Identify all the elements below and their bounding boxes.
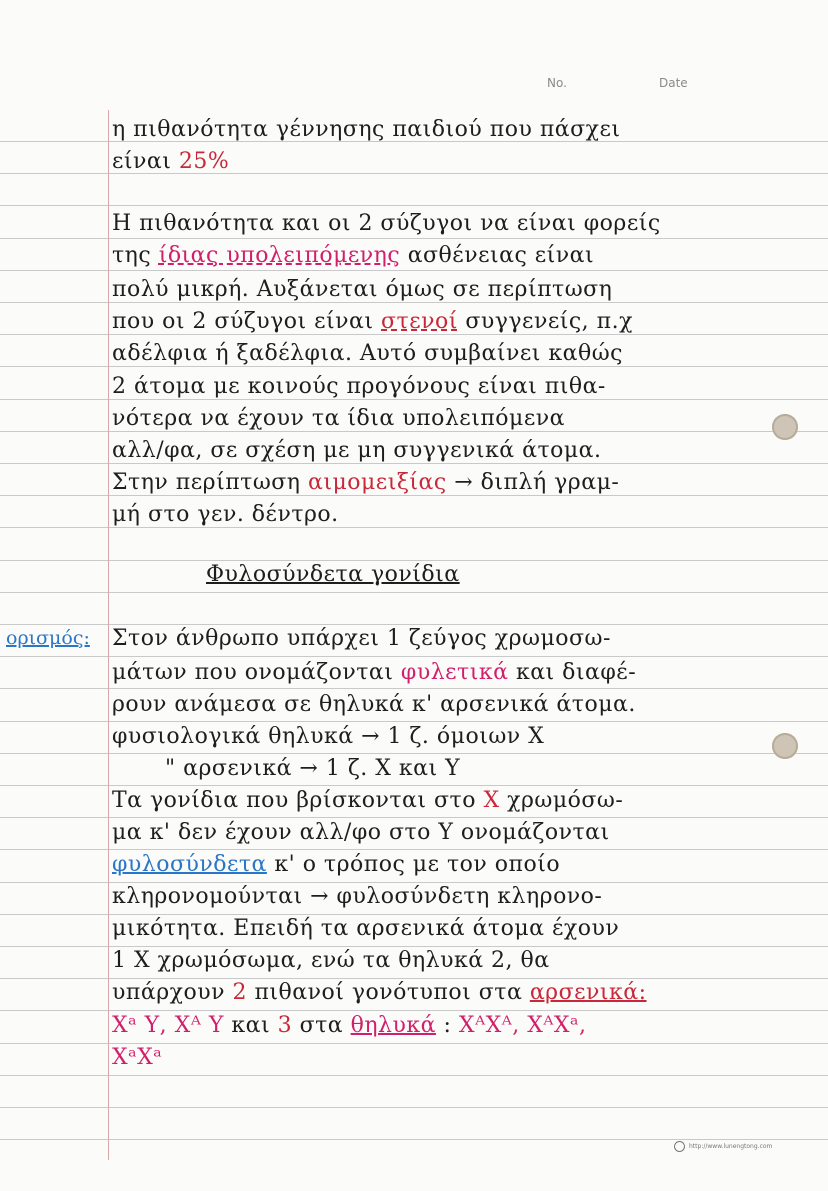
globe-icon bbox=[674, 1141, 685, 1152]
ruled-line bbox=[0, 914, 828, 915]
ruled-line bbox=[0, 463, 828, 464]
ruled-line bbox=[0, 624, 828, 625]
text-line: 1 Χ χρωμόσωμα, ενώ τα θηλυκά 2, θα bbox=[112, 948, 550, 973]
section-heading: Φυλοσύνδετα γονίδια bbox=[206, 562, 460, 587]
text-line: που οι 2 σύζυγοι είναι στενοί συγγενείς, π.χ bbox=[112, 309, 633, 334]
text-line: κληρονομούνται → φυλοσύνδετη κληρονο- bbox=[112, 884, 603, 909]
ruled-line bbox=[0, 882, 828, 883]
ruled-line bbox=[0, 656, 828, 657]
ruled-line bbox=[0, 1043, 828, 1044]
binder-hole bbox=[772, 733, 798, 759]
text-line: ρουν ανάμεσα σε θηλυκά κ' αρσενικά άτομα. bbox=[112, 692, 636, 717]
ruled-line bbox=[0, 527, 828, 528]
binder-hole bbox=[772, 414, 798, 440]
genotype-line: ΧᵃΧᵃ bbox=[112, 1045, 163, 1070]
ruled-line bbox=[0, 399, 828, 400]
highlight-term: στενοί bbox=[381, 309, 458, 334]
text-line: υπάρχουν 2 πιθανοί γονότυποι στα αρσενικά: bbox=[112, 980, 647, 1005]
ruled-line bbox=[0, 721, 828, 722]
footer-watermark bbox=[674, 1141, 772, 1152]
ruled-line bbox=[0, 978, 828, 979]
ruled-line bbox=[0, 753, 828, 754]
text-line: της ίδιας υπολειπόμενης ασθένειας είναι bbox=[112, 243, 595, 268]
ruled-line bbox=[0, 946, 828, 947]
ruled-line bbox=[0, 366, 828, 367]
ruled-line bbox=[0, 302, 828, 303]
ruled-line bbox=[0, 817, 828, 818]
highlight-term: ίδιας υπολειπόμενης bbox=[158, 243, 401, 268]
text-line: Τα γονίδια που βρίσκονται στο Χ χρωμόσω- bbox=[112, 788, 624, 813]
ruled-line bbox=[0, 431, 828, 432]
ruled-line bbox=[0, 334, 828, 335]
text-line: Στην περίπτωση αιμομειξίας → διπλή γραμ- bbox=[112, 470, 620, 495]
text-line: " αρσενικά → 1 ζ. Χ και Υ bbox=[165, 756, 461, 781]
text-line: πολύ μικρή. Αυξάνεται όμως σε περίπτωση bbox=[112, 277, 613, 302]
number-label: No. bbox=[547, 76, 567, 90]
margin-line bbox=[108, 110, 109, 1160]
highlight-term: θηλυκά bbox=[350, 1013, 436, 1038]
text-line: νότερα να έχουν τα ίδια υπολειπόμενα bbox=[112, 406, 565, 431]
text-line: μικότητα. Επειδή τα αρσενικά άτομα έχουν bbox=[112, 916, 620, 941]
ruled-line bbox=[0, 1075, 828, 1076]
text-line: μάτων που ονομάζονται φυλετικά και διαφέ- bbox=[112, 660, 637, 685]
highlight-term: φυλετικά bbox=[400, 660, 509, 685]
text-line: η πιθανότητα γέννησης παιδιού που πάσχει bbox=[112, 117, 621, 142]
ruled-line bbox=[0, 1010, 828, 1011]
ruled-line bbox=[0, 238, 828, 239]
text-line: μή στο γεν. δέντρο. bbox=[112, 502, 339, 527]
highlight-term: αιμομειξίας bbox=[307, 470, 447, 495]
text-line: αδέλφια ή ξαδέλφια. Αυτό συμβαίνει καθώς bbox=[112, 341, 623, 366]
ruled-line bbox=[0, 1139, 828, 1140]
text-line: 2 άτομα με κοινούς προγόνους είναι πιθα- bbox=[112, 374, 606, 399]
ruled-line bbox=[0, 592, 828, 593]
ruled-line bbox=[0, 495, 828, 496]
ruled-line bbox=[0, 270, 828, 271]
genotype-line: Χᵃ Υ, Χᴬ Υ και 3 στα θηλυκά : ΧᴬΧᴬ, ΧᴬΧᵃ, bbox=[112, 1013, 587, 1038]
footer-url: http://www.lunengtong.com bbox=[689, 1143, 773, 1150]
text-line: Η πιθανότητα και οι 2 σύζυγοι να είναι φορείς bbox=[112, 211, 661, 236]
highlight-term: αρσενικά: bbox=[529, 980, 647, 1005]
chromosome-x: Χ bbox=[483, 788, 500, 813]
text-line: Στον άνθρωπο υπάρχει 1 ζεύγος χρωμοσω- bbox=[112, 626, 611, 651]
text-line: φυλοσύνδετα κ' ο τρόπος με τον οποίο bbox=[112, 852, 561, 877]
ruled-line bbox=[0, 849, 828, 850]
probability-value: 25% bbox=[178, 149, 230, 174]
text-line: φυσιολογικά θηλυκά → 1 ζ. όμοιων Χ bbox=[112, 724, 545, 749]
text-line: αλλ/φα, σε σχέση με μη συγγενικά άτομα. bbox=[112, 438, 602, 463]
ruled-line bbox=[0, 205, 828, 206]
highlight-term: φυλοσύνδετα bbox=[112, 852, 267, 877]
text-line: μα κ' δεν έχουν αλλ/φο στο Υ ονομάζονται bbox=[112, 820, 610, 845]
ruled-line bbox=[0, 688, 828, 689]
ruled-line bbox=[0, 785, 828, 786]
date-label: Date bbox=[659, 76, 688, 90]
text-line: είναι 25% bbox=[112, 149, 230, 174]
ruled-line bbox=[0, 1107, 828, 1108]
ruled-line bbox=[0, 560, 828, 561]
definition-note: ορισμός: bbox=[6, 627, 90, 649]
